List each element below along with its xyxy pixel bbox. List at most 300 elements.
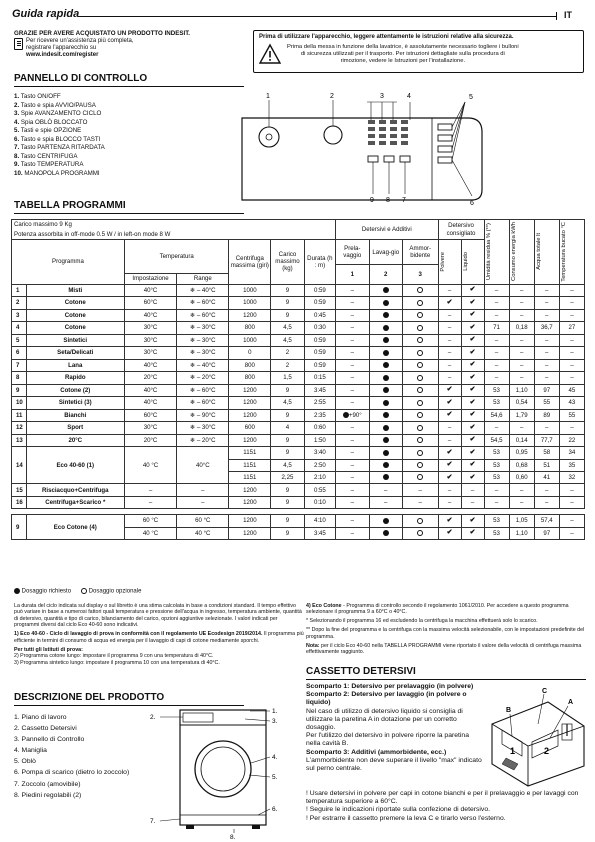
section-rule [14,86,244,87]
program-number: 1 [12,284,27,297]
table-cell: – [559,347,584,360]
table-cell: – [461,496,484,509]
table-cell: 0:55 [304,484,335,497]
table-cell: – [534,484,559,497]
table-cell: – [559,334,584,347]
table-cell: ❄ – 60°C [177,297,229,310]
check-icon: ✔ [469,423,476,431]
desc-callout-6: 6. [272,806,278,813]
program-name: Misti [26,284,124,297]
table-cell [402,409,438,422]
table-cell: – [534,372,559,385]
description-item: 4. Maniglia [14,747,47,755]
table-cell [402,347,438,360]
filled-dot-icon [383,300,389,306]
table-cell [369,384,402,397]
warning-line3: rimozione, vedere le Istruzioni per l'installazione. [340,57,466,64]
check-icon: ✔ [446,461,453,469]
empty-dot-icon [417,362,423,368]
description-item: 2. Cassetto Detersivi [14,725,77,733]
description-item: 1. Piano di lavoro [14,714,67,721]
program-number: 12 [12,422,27,435]
table-cell: 0,14 [509,434,534,447]
section-rule [306,679,586,680]
callout-4: 4 [407,93,411,100]
program-number: 8 [12,372,27,385]
callout-5: 5 [469,94,473,101]
description-item: 8. Piedini regolabili (2) [14,791,82,799]
table-cell: ❄ – 60°C [177,384,229,397]
header-range: Range [177,273,229,284]
section-rule [14,213,244,214]
check-icon: ✔ [469,286,476,294]
header-carico: Carico massimo (kg) [271,240,304,285]
table-cell [461,284,484,297]
table-cell: – [509,297,534,310]
table-cell: 40°C [124,284,176,297]
table-cell: 40°C [124,384,176,397]
table-cell: 30°C [124,334,176,347]
header-polvere: Polvere [439,252,446,272]
table-cell: 53 [484,447,509,459]
table-cell: – [336,527,369,539]
table-cell: 600 [229,422,271,435]
table-cell: 53 [484,527,509,539]
table-cell: 40°C [124,359,176,372]
note-ecocotone-text: - Programma di controllo secondo il regolamento 1061/2010. Per accedere a questo programma selezionare il programma 9 a 60°C o 40°C. [306,603,569,616]
manual-book-icon [14,38,23,50]
table-cell [369,434,402,447]
table-cell: 0,95 [509,447,534,459]
panel-item-number: 8. [14,152,20,160]
cassette-warning-2: ! Seguire le indicazioni riportate sulla confezione di detersivo. [306,806,490,814]
program-table [11,219,585,540]
check-icon: ✔ [469,386,476,394]
table-cell [402,459,438,471]
table-row [12,334,585,347]
program-number: 10 [12,397,27,410]
table-cell: 54,6 [484,409,509,422]
empty-dot-icon [417,375,423,381]
table-cell: 53 [484,397,509,410]
table-cell [461,434,484,447]
table-cell: ❄ – 30°C [177,322,229,335]
table-cell: 97 [534,527,559,539]
program-name: Rapido [26,372,124,385]
table-row [12,372,585,385]
table-cell: 2:50 [304,459,335,471]
note-nota-title: Nota: [306,642,320,649]
dosage-legend [14,588,141,596]
empty-dot-icon [417,412,423,418]
table-cell: – [484,309,509,322]
table-cell: ❄ – 60°C [177,309,229,322]
note-sintetico: 3) Programma sintetico lungo: impostare il programma 10 con una temperatura di 40°C. [14,659,220,666]
filled-dot-icon [383,325,389,331]
table-row [12,422,585,435]
program-number: 11 [12,409,27,422]
panel-item-label: Spie AVANZAMENTO CICLO [20,110,102,117]
table-row [12,515,585,527]
table-cell [461,372,484,385]
table-cell [461,409,484,422]
warning-line2: di sicurezza utilizzati per il trasporto. Per istruzioni dettagliate sulla procedura di [300,50,505,57]
check-icon: ✔ [469,461,476,469]
table-cell: 1000 [229,284,271,297]
table-cell: 71 [484,322,509,335]
table-cell: – [484,297,509,310]
table-cell: – [559,309,584,322]
desc-callout-3: 3. [272,718,278,725]
table-cell [461,309,484,322]
header-temp-bucato: Temperatura bucato °C [560,222,567,282]
control-panel-diagram [240,90,490,205]
table-cell: ❄ – 20°C [177,434,229,447]
table-cell: – [336,309,369,322]
panel-item-label: Spia OBLÒ BLOCCATO [20,118,88,126]
filled-dot-icon [383,462,389,468]
filled-dot-icon [383,312,389,318]
table-cell: 4,5 [271,459,304,471]
table-cell [461,297,484,310]
table-cell: ❄ – 30°C [177,347,229,360]
header-consigliato: Detersivo consigliato [438,220,484,240]
table-cell: – [336,447,369,459]
panel-item-label: Tasti e spie OPZIONE [20,127,82,134]
table-cell [461,459,484,471]
table-row [12,434,585,447]
filled-dot-icon [383,474,389,480]
table-cell: 89 [534,409,559,422]
note-eco [14,631,304,644]
table-cell: – [559,496,584,509]
table-cell: – [438,334,461,347]
table-cell: 2 [271,347,304,360]
table-cell: – [438,372,461,385]
table-cell: – [509,372,534,385]
description-item: 7. Zoccolo (amovibile) [14,780,81,788]
table-cell [369,297,402,310]
table-cell: 1200 [229,515,271,527]
table-cell: ❄ – 20°C [177,372,229,385]
table-row [12,297,585,310]
table-cell: 1151 [229,471,271,483]
table-cell: 9 [271,409,304,422]
table-cell: 9 [271,527,304,539]
table-cell: 0 [229,347,271,360]
desc-callout-7: 7. [150,818,156,825]
filled-dot-icon [383,350,389,356]
table-cell: 60°C [124,409,176,422]
table-cell: ❄ – 30°C [177,422,229,435]
cassette-c2: Scomparto 2: Detersivo per lavaggio (in polvere o liquido) [306,691,467,707]
check-icon: ✔ [469,311,476,319]
table-cell: 0:59 [304,284,335,297]
callout-1: 1 [266,93,270,100]
table-cell [369,409,402,422]
panel-list-item [14,170,105,179]
check-icon: ✔ [469,298,476,306]
table-cell: – [534,309,559,322]
note-labs-title: Per tutti gli Istituti di prova: [14,646,83,653]
table-cell: 36,7 [534,322,559,335]
cassette-c3: Scomparto 3: Additivi (ammorbidente, ecc.) [306,748,447,756]
table-cell: 22 [559,434,584,447]
table-cell: – [336,459,369,471]
program-name: Sintetici (3) [26,397,124,410]
table-cell: 60°C [124,297,176,310]
table-cell: – [534,496,559,509]
table-cell: – [336,484,369,497]
drawer-label-c: C [542,688,548,695]
table-cell [369,459,402,471]
table-cell: 1200 [229,397,271,410]
table-cell: 1200 [229,527,271,539]
table-cell: – [509,309,534,322]
table-cell: 0:60 [304,422,335,435]
table-row [12,284,585,297]
check-icon: ✔ [446,411,453,419]
table-cell: 1151 [229,459,271,471]
program-name: Bianchi [26,409,124,422]
table-cell [402,527,438,539]
table-cell: 97 [534,384,559,397]
table-cell: – [509,484,534,497]
cassette-c1: Scomparto 1: Detersivo per prelavaggio (in polvere) [306,683,474,690]
table-cell: – [559,284,584,297]
table-cell: – [336,372,369,385]
table-cell: 3:45 [304,527,335,539]
callout-2: 2 [330,93,334,100]
panel-list-item [14,144,105,153]
program-number: 9 [12,515,27,540]
check-icon: ✔ [446,448,453,456]
table-cell [461,359,484,372]
table-cell [438,459,461,471]
program-number: 4 [12,322,27,335]
callout-6: 6 [470,200,474,207]
table-cell: 1151 [229,447,271,459]
table-cell: 3:40 [304,447,335,459]
program-name: Cotone [26,309,124,322]
filled-dot-icon [383,437,389,443]
program-name: Sintetici [26,334,124,347]
table-cell: 1,05 [509,515,534,527]
table-cell: – [124,496,176,509]
table-cell: 1200 [229,484,271,497]
table-cell: 30°C [124,347,176,360]
panel-list-item [14,136,105,145]
check-icon: ✔ [469,436,476,444]
detergent-drawer-diagram [488,684,588,788]
empty-dot-icon [417,400,423,406]
empty-dot-icon [417,287,423,293]
table-cell: – [177,484,229,497]
table-cell: 4,5 [271,322,304,335]
warning-triangle-icon [259,44,281,64]
drawer-label-b: B [506,707,512,714]
header-c3: 3 [402,265,438,284]
table-cell: – [336,434,369,447]
panel-item-label: Tasto CENTRIFUGA [20,152,78,160]
table-cell: 77,7 [534,434,559,447]
note-double-asterisk: ** Dopo la fine del programma e la centrifuga con la massima velocità selezionabile, con le impostazioni predefinite del programma. [306,627,585,640]
empty-dot-icon [417,425,423,431]
note-eco-text: Il programma più efficiente in termini di consumo di acqua ed energia per il lavaggio di capi di cotone mediamente sporchi. [14,631,304,644]
header-temperatura: Temperatura [124,240,229,274]
note-ecocotone-title: 4) Eco Cotone [306,603,342,609]
table-cell: 0:59 [304,297,335,310]
table-cell [402,447,438,459]
table-cell: 32 [559,471,584,483]
table-cell: ❄ – 60°C [177,397,229,410]
empty-dot-icon [417,530,423,536]
cassette-warnings [306,790,590,823]
table-cell: – [369,496,402,509]
header-centrifuga: Centrifuga massima (giri) [229,240,271,285]
table-cell [438,397,461,410]
program-number: 6 [12,347,27,360]
table-cell: 54,5 [484,434,509,447]
filled-dot-icon [383,425,389,431]
header-liquido: Liquido [462,252,469,272]
header-prelavaggio: Prela-vaggio [336,240,369,265]
table-cell: 2:10 [304,471,335,483]
panel-item-number: 4. [14,118,20,126]
table-cell: 0,68 [509,459,534,471]
table-cell: 1,79 [509,409,534,422]
table-cell: 2 [271,359,304,372]
table-cell: – [559,359,584,372]
table-cell: – [438,347,461,360]
table-cell [438,471,461,483]
table-cell: 0:59 [304,359,335,372]
empty-dot-icon [417,437,423,443]
table-cell [369,372,402,385]
table-cell: 1:50 [304,434,335,447]
desc-callout-2: 2. [150,714,156,721]
table-row [12,484,585,497]
table-cell [369,284,402,297]
empty-dot-icon [417,450,423,456]
program-name: Cotone [26,322,124,335]
panel-list-item [14,102,105,111]
check-icon: ✔ [446,386,453,394]
callout-9: 9 [370,197,374,204]
desc-callout-1: 1. [272,708,278,715]
check-icon: ✔ [469,516,476,524]
table-cell: 55 [534,397,559,410]
table-cell [402,284,438,297]
check-icon: ✔ [469,448,476,456]
table-cell: 1000 [229,297,271,310]
table-cell: 9 [271,297,304,310]
table-cell: – [559,372,584,385]
program-name: Lana [26,359,124,372]
control-panel-list [14,93,105,178]
table-cell: – [438,309,461,322]
check-icon: ✔ [446,298,453,306]
header-detersivi: Detersivi e Additivi [336,220,438,240]
washer-diagram [150,705,300,841]
check-icon: ✔ [446,529,453,537]
panel-list-item [14,161,105,170]
max-load: Carico massimo 9 Kg [12,220,336,230]
table-row [12,397,585,410]
program-number: 7 [12,359,27,372]
thanks-title: GRAZIE PER AVERE ACQUISTATO UN PRODOTTO INDESIT. [14,30,191,37]
table-row [12,496,585,509]
table-cell: – [484,422,509,435]
table-cell [461,515,484,527]
check-icon: ✔ [469,348,476,356]
table-row [12,347,585,360]
drawer-label-1: 1 [510,746,516,756]
table-cell: 9 [271,496,304,509]
table-row [12,384,585,397]
table-cell [402,471,438,483]
table-cell: – [484,284,509,297]
table-cell: 40°C [177,447,229,484]
callout-7: 7 [402,197,406,204]
table-cell: – [336,297,369,310]
table-cell: 40 °C [124,527,176,539]
table-cell [461,397,484,410]
table-cell [438,527,461,539]
table-cell: – [461,484,484,497]
panel-item-number: 6. [14,135,20,143]
table-cell: 4:10 [304,515,335,527]
check-icon: ✔ [469,336,476,344]
table-cell: – [177,496,229,509]
desc-callout-5: 5. [272,774,278,781]
check-icon: ✔ [469,529,476,537]
filled-dot-icon [383,518,389,524]
filled-dot-icon [383,362,389,368]
table-cell: 1,10 [509,527,534,539]
table-row [12,447,585,459]
table-cell: 1000 [229,334,271,347]
table-cell: – [484,347,509,360]
empty-dot-icon [417,462,423,468]
table-cell: – [509,496,534,509]
table-cell: – [438,422,461,435]
table-cell [461,527,484,539]
table-cell [402,384,438,397]
table-cell: – [484,359,509,372]
check-icon: ✔ [446,516,453,524]
note-asterisk: * Selezionando il programma 16 ed escludendo la centrifuga la macchina effettuerà solo lo scarico. [306,618,538,625]
panel-list-item [14,93,105,102]
table-cell: – [509,422,534,435]
empty-dot-icon [417,337,423,343]
thanks-line1: Per ricevere un'assistenza più completa, [26,38,134,45]
table-cell: 0:15 [304,372,335,385]
register-link[interactable]: www.indesit.com/register [26,52,99,59]
table-cell: – [438,496,461,509]
table-cell [369,422,402,435]
drawer-label-a: A [568,699,574,706]
notes-left [14,603,304,669]
panel-item-number: 9. [14,161,20,168]
table-cell [369,447,402,459]
table-cell: 9 [271,309,304,322]
table-cell: 30°C [124,422,176,435]
table-cell: – [336,422,369,435]
table-cell: 2:55 [304,397,335,410]
filled-dot-icon [14,588,20,594]
table-cell [369,322,402,335]
